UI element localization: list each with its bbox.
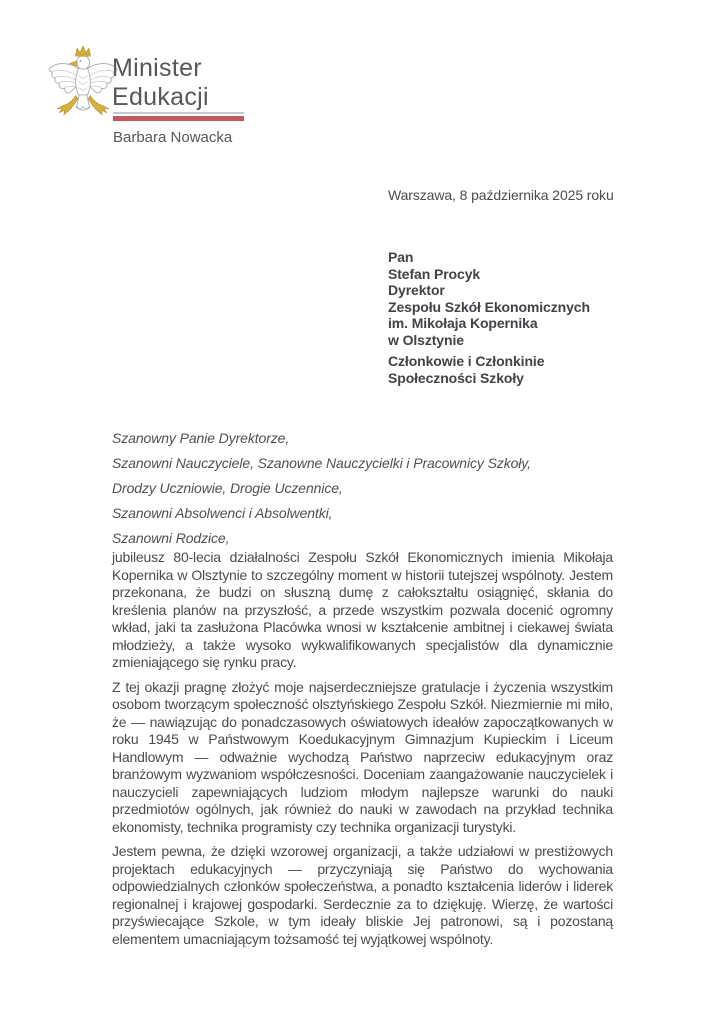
salutation-line: Szanowni Nauczyciele, Szanowne Nauczycielki i Pracownicy Szkoły, [112, 455, 531, 471]
letter-body [112, 549, 613, 955]
salutation-line: Szanowni Absolwenci i Absolwentki, [112, 505, 333, 521]
recipient-line: w Olsztynie [388, 331, 464, 348]
recipient-primary [388, 249, 590, 348]
ministry-name-line2: Edukacji [112, 83, 209, 111]
ministry-name [112, 54, 209, 112]
ministry-name-line1: Minister [112, 54, 202, 82]
coat-of-arms-eagle-icon [46, 44, 120, 134]
salutations [112, 430, 531, 555]
recipient-secondary [388, 353, 590, 386]
minister-name: Barbara Nowacka [113, 129, 233, 146]
body-paragraph: Z tej okazji pragnę złożyć moje najserdeczniejsze gratulacje i życzenia wszystkim osobom tworzącym społeczność olsztyńskiego Zespołu Szkół. Niezmiernie mi miło, że — nawiązując do ponadczasowych oświatowych ideałów zapoczątkowanych w roku 1945 w Państwowym Koedukacyjnym Gimnazjum Kupieckim i Liceum Handlowym — odważnie wychodzą Państwo naprzeciw edukacyjnym oraz branżowym wyzwaniom współczesności. Doceniam zaangażowanie nauczycielek i nauczycieli zapewniających ludziom młodym najlepsze warunki do nauki przedmiotów ogólnych, jak również do nauki w zawodach na przykład technika ekonomisty, technika programisty czy technika organizacji turystyki. [112, 678, 613, 835]
recipient-line: im. Mikołaja Kopernika [388, 315, 538, 331]
recipient-line: Pan [388, 249, 414, 265]
dateline: Warszawa, 8 października 2025 roku [388, 187, 614, 203]
recipient-block [388, 249, 590, 386]
salutation-line: Szanowni Rodzice, [112, 530, 230, 546]
letterhead-divider-red [113, 116, 244, 121]
recipient-line: Stefan Procyk [388, 265, 481, 282]
recipient-line: Zespołu Szkół Ekonomicznych [388, 298, 590, 315]
salutation-line: Drodzy Uczniowie, Drogie Uczennice, [112, 480, 343, 496]
body-paragraph: Jestem pewna, że dzięki wzorowej organizacji, a także udziałowi w prestiżowych projektach edukacyjnych — przyczyniają się Państwo do wychowania odpowiedzialnych członków społeczeństwa, a ponadto kształcenia liderów i liderek regionalnej i krajowej gospodarki. Serdecznie za to dziękuję. Wierzę, że wartości przyświecające Szkole, w tym ideały bliskie Jej patronowi, są i pozostaną elementem umacniającym tożsamość tej wyjątkowej wspólnoty. [112, 843, 613, 947]
recipient-line: Członkowie i Członkinie [388, 353, 545, 369]
salutation-line: Szanowny Panie Dyrektorze, [112, 430, 290, 446]
body-paragraph: jubileusz 80-lecia działalności Zespołu Szkół Ekonomicznych imienia Mikołaja Kopernika w Olsztynie to szczególny moment w historii tutejszej wspólnoty. Jestem przekonana, że budzi on słuszną dumę z całokształtu osiągnięć, skłania do kreślenia planów na przyszłość, a przede wszystkim pozwala docenić ogromny wkład, jaki ta zasłużona Placówka wnosi w kształcenie ambitnej i ciekawej świata młodzieży, a także wysoko wykwalifikowanych specjalistów dla dynamicznie zmieniającego się rynku pracy. [112, 549, 613, 670]
recipient-line: Dyrektor [388, 282, 445, 298]
letterhead-divider-gray [113, 112, 244, 114]
recipient-line: Społeczności Szkoły [388, 369, 524, 386]
